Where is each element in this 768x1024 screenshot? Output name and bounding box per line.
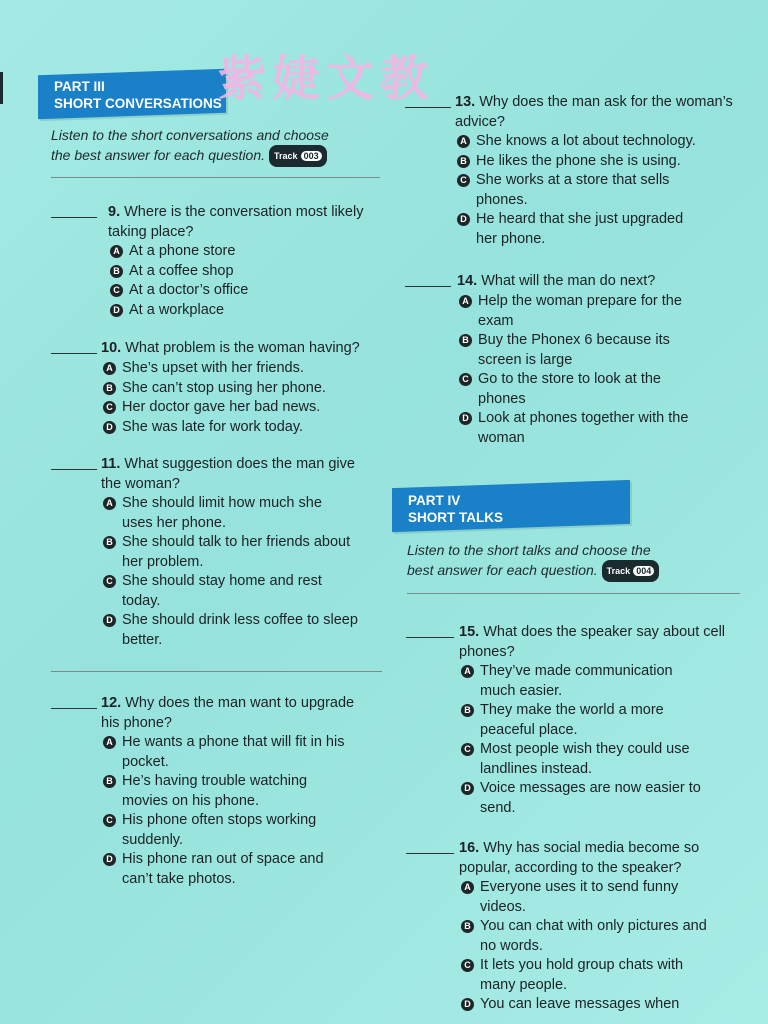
question-number: 15. <box>459 624 480 640</box>
option-text: phones. <box>476 191 528 208</box>
option-text: Go to the store to look at the <box>478 371 661 387</box>
answer-option-d[interactable] <box>461 779 731 818</box>
option-letter-badge: C <box>461 743 474 756</box>
answer-options <box>103 733 373 889</box>
answer-options <box>103 494 373 650</box>
option-letter-badge: A <box>457 135 470 148</box>
answer-options <box>461 662 731 818</box>
option-text: her problem. <box>122 553 204 570</box>
option-letter-badge: B <box>461 920 474 933</box>
option-text: can’t take photos. <box>122 870 236 887</box>
answer-option-a[interactable] <box>459 292 729 331</box>
answer-option-d[interactable] <box>461 995 731 1015</box>
part3-banner <box>38 69 226 120</box>
answer-option-b[interactable] <box>103 772 373 811</box>
option-text: She works at a store that sells <box>476 172 670 188</box>
option-letter-badge: B <box>103 382 116 395</box>
answer-option-d[interactable] <box>459 409 729 448</box>
option-letter-badge: A <box>103 497 116 510</box>
option-text: His phone often stops working <box>122 812 317 828</box>
option-letter-badge: B <box>459 334 472 347</box>
option-text: She can’t stop using her phone. <box>122 379 326 396</box>
option-text: Buy the Phonex 6 because its <box>478 332 670 348</box>
part4-divider <box>407 593 740 594</box>
option-letter-badge: B <box>103 775 116 788</box>
part4-title-line2: SHORT TALKS <box>408 509 503 525</box>
question-text: 13. Why does the man ask for the woman’s advice? <box>455 94 733 130</box>
answer-option-a[interactable] <box>103 359 373 379</box>
answer-options <box>103 359 373 437</box>
option-letter-badge: D <box>461 998 474 1011</box>
part3-title-line1: PART III <box>54 78 105 94</box>
answer-option-a[interactable] <box>457 132 727 152</box>
option-text: better. <box>122 631 163 648</box>
option-text: It lets you hold group chats with <box>480 957 684 973</box>
option-text: She knows a lot about technology. <box>476 133 696 149</box>
question-number: 11. <box>101 456 121 472</box>
option-text: At a doctor’s office <box>129 282 249 298</box>
option-letter-badge: C <box>457 174 470 187</box>
part4-banner <box>392 480 630 532</box>
answer-blank[interactable] <box>406 853 454 854</box>
answer-blank[interactable] <box>405 107 451 108</box>
option-letter-badge: C <box>103 814 116 827</box>
question-number: 13. <box>455 94 476 110</box>
part3-track-badge: Track 003 <box>269 145 327 167</box>
answer-option-d[interactable] <box>110 301 380 321</box>
question-text: 14. What will the man do next? <box>457 273 656 289</box>
option-letter-badge: D <box>103 853 116 866</box>
option-text: Everyone uses it to send funny <box>480 879 679 895</box>
answer-blank[interactable] <box>406 637 454 638</box>
option-text: pocket. <box>122 753 169 770</box>
answer-option-c[interactable] <box>461 956 731 995</box>
option-text: She should limit how much she <box>122 495 322 511</box>
option-text: no words. <box>480 937 543 954</box>
option-text: today. <box>122 592 161 609</box>
option-text: They make the world a more <box>480 702 664 718</box>
option-text: You can chat with only pictures and <box>480 918 707 934</box>
option-letter-badge: A <box>103 736 116 749</box>
question-text: 16. Why has social media become so popular, according to the speaker? <box>459 840 700 876</box>
option-letter-badge: A <box>459 295 472 308</box>
answer-option-b[interactable] <box>103 379 373 399</box>
option-text: landlines instead. <box>480 760 593 777</box>
part3-instructions: Listen to the short conversations and choose the best answer for each question. Track 003 <box>51 125 381 167</box>
option-letter-badge: C <box>103 401 116 414</box>
answer-option-b[interactable] <box>457 152 727 172</box>
option-text: exam <box>478 312 514 329</box>
option-text: uses her phone. <box>122 514 226 531</box>
answer-option-a[interactable] <box>103 733 373 772</box>
question-text: 12. Why does the man want to upgrade his phone? <box>101 695 355 731</box>
answer-blank[interactable] <box>51 469 97 470</box>
option-letter-badge: B <box>457 155 470 168</box>
part4-track-badge: Track 004 <box>602 560 660 582</box>
option-letter-badge: A <box>461 665 474 678</box>
question-number: 14. <box>457 273 478 289</box>
option-text: They’ve made communication <box>480 663 673 679</box>
answer-blank[interactable] <box>405 286 451 287</box>
option-text: He wants a phone that will fit in his <box>122 734 345 750</box>
option-letter-badge: A <box>103 362 116 375</box>
answer-option-b[interactable] <box>459 331 729 370</box>
option-letter-badge: A <box>110 245 123 258</box>
answer-options <box>457 132 727 249</box>
option-text: screen is large <box>478 351 573 368</box>
answer-option-a[interactable] <box>461 878 731 917</box>
option-text: He heard that she just upgraded <box>476 211 684 227</box>
option-text: woman <box>478 429 525 446</box>
answer-option-c[interactable] <box>110 281 380 301</box>
part4-instructions: Listen to the short talks and choose the best answer for each question. Track 004 <box>407 540 737 582</box>
answer-options <box>110 242 380 320</box>
answer-option-b[interactable] <box>110 262 380 282</box>
option-text: suddenly. <box>122 831 183 848</box>
answer-options <box>461 878 731 1015</box>
page-edge-mark <box>0 72 3 104</box>
option-text: Most people wish they could use <box>480 741 690 757</box>
answer-option-a[interactable] <box>110 242 380 262</box>
option-text: At a workplace <box>129 301 225 318</box>
option-text: He’s having trouble watching <box>122 773 308 789</box>
option-text: She’s upset with her friends. <box>122 360 304 376</box>
question-text: 9. Where is the conversation most likely taking place? <box>108 204 364 240</box>
question-text: 11. What suggestion does the man give the woman? <box>101 456 355 492</box>
answer-option-d[interactable] <box>103 850 373 889</box>
option-text: send. <box>480 799 516 816</box>
answer-option-a[interactable] <box>103 494 373 533</box>
option-letter-badge: D <box>461 782 474 795</box>
answer-option-d[interactable] <box>103 611 373 650</box>
option-text: He likes the phone she is using. <box>476 152 681 169</box>
option-text: her phone. <box>476 230 546 247</box>
answer-option-b[interactable] <box>461 701 731 740</box>
option-letter-badge: B <box>461 704 474 717</box>
option-text: She should talk to her friends about <box>122 534 351 550</box>
option-letter-badge: D <box>457 213 470 226</box>
question-number: 10. <box>101 340 122 356</box>
question-divider <box>51 671 382 672</box>
question-text: 15. What does the speaker say about cell phones? <box>459 624 726 660</box>
answer-option-c[interactable] <box>461 740 731 779</box>
option-text: She should drink less coffee to sleep <box>122 612 358 628</box>
option-text: Her doctor gave her bad news. <box>122 399 321 415</box>
option-text: movies on his phone. <box>122 792 260 809</box>
option-text: Look at phones together with the <box>478 410 689 426</box>
answer-blank[interactable] <box>51 217 97 218</box>
option-letter-badge: B <box>103 536 116 549</box>
answer-blank[interactable] <box>51 353 97 354</box>
option-letter-badge: D <box>459 412 472 425</box>
answer-options <box>459 292 729 448</box>
answer-option-c[interactable] <box>103 398 373 418</box>
part3-divider <box>51 177 380 178</box>
watermark: 紫婕文教 <box>218 51 435 107</box>
option-text: peaceful place. <box>480 721 578 738</box>
option-text: videos. <box>480 898 526 915</box>
option-letter-badge: C <box>110 284 123 297</box>
part4-title-line1: PART IV <box>408 492 461 508</box>
answer-option-c[interactable] <box>459 370 729 409</box>
answer-option-b[interactable] <box>461 917 731 956</box>
option-text: You can leave messages when <box>480 996 680 1012</box>
option-text: At a phone store <box>129 243 236 259</box>
question-number: 16. <box>459 840 480 856</box>
answer-option-c[interactable] <box>103 811 373 850</box>
option-letter-badge: A <box>461 881 474 894</box>
option-text: Help the woman prepare for the <box>478 293 682 309</box>
answer-blank[interactable] <box>51 708 97 709</box>
option-letter-badge: D <box>103 421 116 434</box>
option-text: Voice messages are now easier to <box>480 780 701 796</box>
question-number: 9. <box>108 204 121 220</box>
option-text: She was late for work today. <box>122 418 304 435</box>
option-text: His phone ran out of space and <box>122 851 324 867</box>
option-letter-badge: B <box>110 265 123 278</box>
option-letter-badge: C <box>103 575 116 588</box>
option-letter-badge: C <box>461 959 474 972</box>
option-text: phones <box>478 390 526 407</box>
part3-title-line2: SHORT CONVERSATIONS <box>54 95 222 111</box>
answer-option-c[interactable] <box>103 572 373 611</box>
option-text: many people. <box>480 976 568 993</box>
option-letter-badge: D <box>103 614 116 627</box>
answer-option-c[interactable] <box>457 171 727 210</box>
option-text: At a coffee shop <box>129 262 234 279</box>
answer-option-d[interactable] <box>103 418 373 438</box>
option-text: much easier. <box>480 682 563 699</box>
answer-option-b[interactable] <box>103 533 373 572</box>
answer-option-a[interactable] <box>461 662 731 701</box>
option-letter-badge: D <box>110 304 123 317</box>
answer-option-d[interactable] <box>457 210 727 249</box>
question-text: 10. What problem is the woman having? <box>101 340 360 356</box>
question-number: 12. <box>101 695 122 711</box>
option-letter-badge: C <box>459 373 472 386</box>
option-text: She should stay home and rest <box>122 573 322 589</box>
